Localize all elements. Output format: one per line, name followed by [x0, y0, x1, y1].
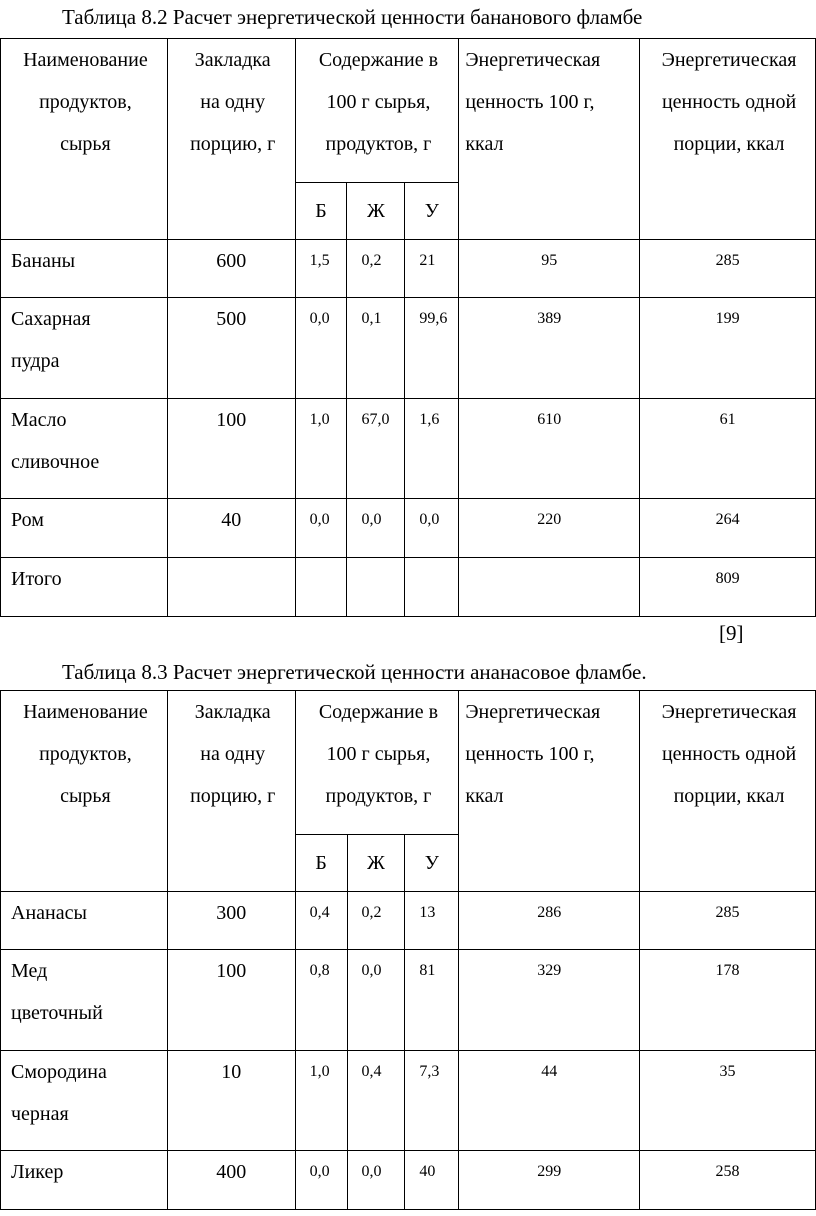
- table1: [0, 38, 816, 617]
- table-row: [1, 892, 816, 950]
- col-header-energy-portion: [640, 39, 816, 240]
- table-row: [1, 240, 816, 298]
- table2-caption: Таблица 8.3 Расчет энергетической ценности ананасовое фламбе.: [62, 660, 647, 684]
- cell-energy-100g: 299: [459, 1151, 640, 1210]
- col-header-energy-100g-line: ккал: [465, 785, 504, 807]
- cell-carbs: 7,3: [405, 1051, 459, 1151]
- cell-product-name: [1, 950, 168, 1051]
- cell-product-name: [1, 499, 168, 558]
- cell-product-name: [1, 558, 168, 617]
- col-header-name-line: продуктов,: [39, 743, 132, 765]
- col-header-portion-line: на одну: [200, 91, 266, 113]
- cell-carbs: 21: [405, 240, 459, 298]
- cell-energy-portion: 199: [640, 298, 816, 399]
- col-header-name-line: сырья: [60, 785, 111, 807]
- cell-portion: 400: [167, 1151, 295, 1210]
- cell-carbs: 13: [405, 892, 459, 950]
- cell-protein: 0,0: [295, 499, 347, 558]
- cell-protein: 1,0: [295, 1051, 347, 1151]
- col-header-energy-portion-line: Энергетическая: [661, 49, 797, 71]
- table-row: [1, 298, 816, 399]
- cell-energy-portion: 285: [640, 240, 816, 298]
- col-header-portion-line: порцию, г: [190, 785, 276, 807]
- col-header-content-line: Содержание в: [318, 701, 439, 723]
- col-header-energy-portion: [640, 691, 816, 892]
- col-header-content: [295, 39, 459, 183]
- cell-energy-portion: 35: [640, 1051, 816, 1151]
- col-header-energy-portion-line: порции, ккал: [673, 133, 785, 155]
- cell-carbs: 40: [405, 1151, 459, 1210]
- cell-portion: 10: [167, 1051, 295, 1151]
- source-reference: [9]: [719, 621, 744, 645]
- cell-energy-100g: 610: [459, 399, 640, 499]
- cell-portion: [167, 558, 295, 617]
- table-row: [1, 558, 816, 617]
- col-header-portion-line: Закладка: [194, 49, 271, 71]
- col-header-name-line: Наименование: [23, 49, 148, 71]
- cell-carbs: 0,0: [405, 499, 459, 558]
- cell-energy-100g: 220: [459, 499, 640, 558]
- col-header-energy-100g-line: ккал: [465, 133, 504, 155]
- col-header-carbs: У: [405, 183, 459, 240]
- cell-protein: 0,0: [295, 298, 347, 399]
- cell-portion: 100: [167, 950, 295, 1051]
- col-header-content-line: продуктов, г: [325, 133, 432, 155]
- col-header-content-line: 100 г сырья,: [326, 91, 431, 113]
- table-row: [1, 499, 816, 558]
- cell-fat: 0,0: [347, 950, 405, 1051]
- cell-protein: 0,8: [295, 950, 347, 1051]
- cell-energy-100g: 329: [459, 950, 640, 1051]
- col-header-energy-portion-line: порции, ккал: [673, 785, 785, 807]
- cell-carbs: 1,6: [405, 399, 459, 499]
- col-header-protein: Б: [295, 835, 347, 892]
- col-header-energy-100g-line: ценность 100 г,: [465, 743, 595, 765]
- col-header-energy-100g: [459, 691, 640, 892]
- cell-energy-portion: 178: [640, 950, 816, 1051]
- col-header-energy-portion-line: Энергетическая: [661, 701, 797, 723]
- cell-energy-portion: 285: [640, 892, 816, 950]
- cell-protein: 0,4: [295, 892, 347, 950]
- cell-carbs: [405, 558, 459, 617]
- row-name-line: Ананасы: [11, 902, 87, 924]
- cell-fat: 0,0: [347, 1151, 405, 1210]
- col-header-energy-portion-line: ценность одной: [661, 743, 797, 765]
- table-row: [1, 1151, 816, 1210]
- cell-fat: 0,1: [347, 298, 405, 399]
- cell-energy-portion: 809: [640, 558, 816, 617]
- row-name-line: Мед: [11, 960, 48, 982]
- col-header-protein: Б: [295, 183, 347, 240]
- col-header-name-line: Наименование: [23, 701, 148, 723]
- cell-energy-100g: 389: [459, 298, 640, 399]
- row-name-line: Итого: [11, 568, 62, 590]
- col-header-content: [295, 691, 459, 835]
- table-row: [1, 1051, 816, 1151]
- cell-fat: 0,0: [347, 499, 405, 558]
- cell-portion: 500: [167, 298, 295, 399]
- cell-product-name: [1, 240, 168, 298]
- cell-energy-portion: 258: [640, 1151, 816, 1210]
- cell-fat: [347, 558, 405, 617]
- col-header-energy-100g-line: Энергетическая: [465, 701, 601, 723]
- cell-carbs: 81: [405, 950, 459, 1051]
- cell-fat: 0,2: [347, 892, 405, 950]
- table1-caption: Таблица 8.2 Расчет энергетической ценности бананового фламбе: [62, 5, 643, 29]
- col-header-energy-portion-line: ценность одной: [661, 91, 797, 113]
- row-name-line: Масло: [11, 409, 67, 431]
- row-name-line: цветочный: [11, 1002, 103, 1024]
- col-header-content-line: Содержание в: [318, 49, 439, 71]
- cell-portion: 100: [167, 399, 295, 499]
- cell-protein: 0,0: [295, 1151, 347, 1210]
- cell-energy-portion: 61: [640, 399, 816, 499]
- row-name-line: пудра: [11, 350, 60, 372]
- cell-product-name: [1, 298, 168, 399]
- row-name-line: Бананы: [11, 250, 76, 272]
- cell-fat: 0,4: [347, 1051, 405, 1151]
- cell-carbs: 99,6: [405, 298, 459, 399]
- cell-energy-100g: 286: [459, 892, 640, 950]
- cell-fat: 67,0: [347, 399, 405, 499]
- table-row: [1, 399, 816, 499]
- cell-fat: 0,2: [347, 240, 405, 298]
- row-name-line: сливочное: [11, 451, 100, 473]
- cell-energy-portion: 264: [640, 499, 816, 558]
- cell-portion: 300: [167, 892, 295, 950]
- col-header-carbs: У: [405, 835, 459, 892]
- row-name-line: Смородина: [11, 1061, 107, 1083]
- row-name-line: Ликер: [11, 1161, 64, 1183]
- cell-portion: 40: [167, 499, 295, 558]
- cell-product-name: [1, 1151, 168, 1210]
- cell-protein: 1,0: [295, 399, 347, 499]
- row-name-line: Ром: [11, 509, 44, 531]
- col-header-portion: [167, 691, 295, 892]
- col-header-portion-line: на одну: [200, 743, 266, 765]
- col-header-name-line: продуктов,: [39, 91, 132, 113]
- col-header-fat: Ж: [347, 183, 405, 240]
- cell-energy-100g: 95: [459, 240, 640, 298]
- cell-product-name: [1, 892, 168, 950]
- cell-energy-100g: [459, 558, 640, 617]
- cell-portion: 600: [167, 240, 295, 298]
- col-header-content-line: 100 г сырья,: [326, 743, 431, 765]
- col-header-fat: Ж: [347, 835, 405, 892]
- col-header-name: [1, 39, 168, 240]
- col-header-energy-100g-line: ценность 100 г,: [465, 91, 595, 113]
- cell-product-name: [1, 1051, 168, 1151]
- cell-protein: 1,5: [295, 240, 347, 298]
- row-name-line: черная: [11, 1103, 69, 1125]
- row-name-line: Сахарная: [11, 308, 91, 330]
- col-header-portion-line: порцию, г: [190, 133, 276, 155]
- col-header-energy-100g-line: Энергетическая: [465, 49, 601, 71]
- col-header-portion: [167, 39, 295, 240]
- cell-protein: [295, 558, 347, 617]
- col-header-energy-100g: [459, 39, 640, 240]
- col-header-name-line: сырья: [60, 133, 111, 155]
- cell-energy-100g: 44: [459, 1051, 640, 1151]
- cell-product-name: [1, 399, 168, 499]
- table-row: [1, 950, 816, 1051]
- col-header-content-line: продуктов, г: [325, 785, 432, 807]
- col-header-name: [1, 691, 168, 892]
- table2: [0, 690, 816, 1210]
- col-header-portion-line: Закладка: [194, 701, 271, 723]
